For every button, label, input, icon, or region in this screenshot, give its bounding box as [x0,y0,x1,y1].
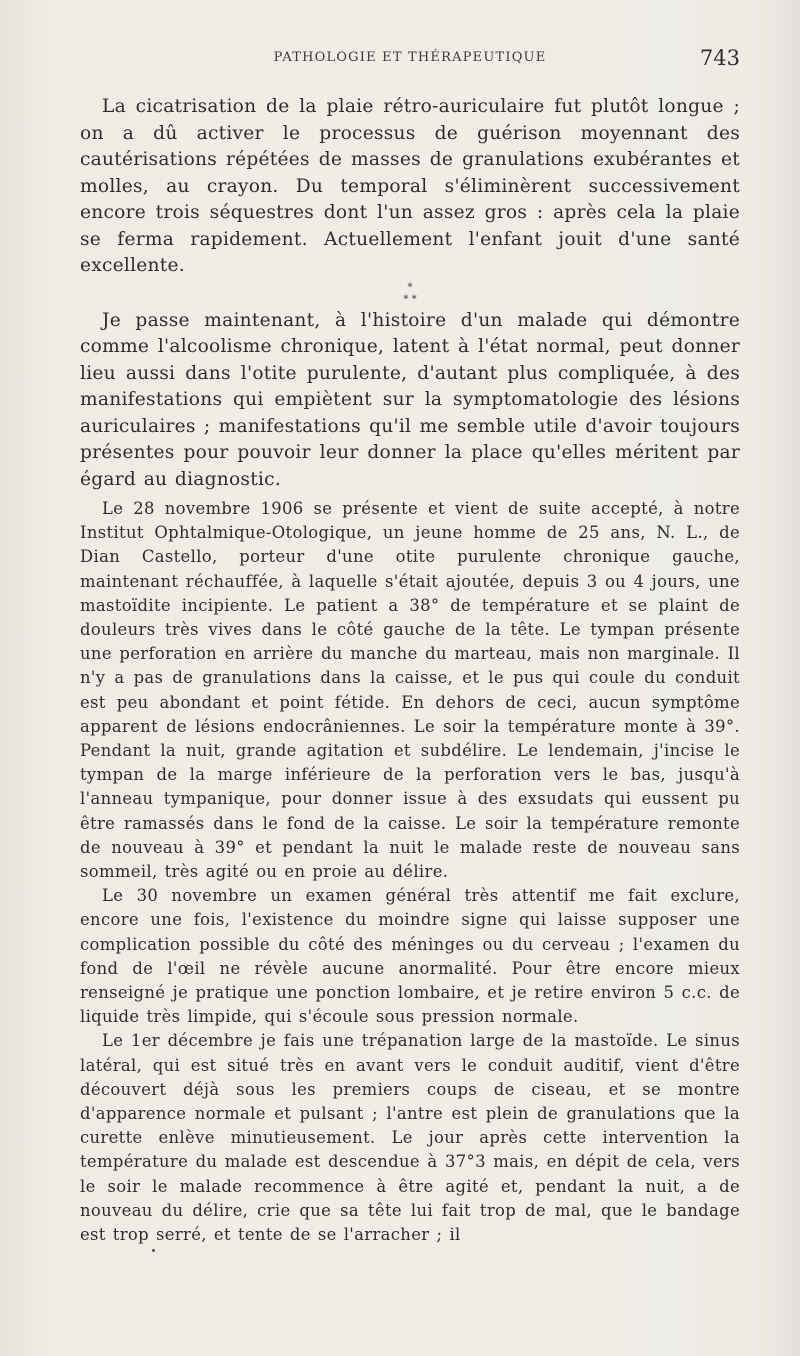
running-head [80,46,740,76]
separator-star-top: * [407,281,413,293]
running-title: PATHOLOGIE ET THÉRAPEUTIQUE [273,50,547,65]
paragraph-2: Je passe maintenant, à l'histoire d'un malade qui démontre comme l'alcoolisme chronique, latent à l'état normal, peut donner lieu aussi dans l'otite purulente, d'autant plus compliquée, à des manifestations qui empiètent sur la symptomatologie des lésions auriculaires ; manifestations qu'il me semble utile d'avoir toujours présentes pour pouvoir leur donner la place qu'elles méritent par égard au diagnostic. [80,309,740,490]
separator-stars-bottom: * * [403,293,417,305]
print-speck [152,1249,155,1252]
paragraph-4: Le 30 novembre un examen général très attentif me fait exclure, encore une fois, l'existence du moindre signe qui laisse supposer une complication possible du côté des méninges ou du cerveau ; l'examen du fond de l'œil ne révèle aucune anormalité. Pour être encore mieux renseigné je pratique une ponction lombaire, et je retire environ 5 c.c. de liquide très limpide, qui s'écoule sous pression normale. [80,886,740,1027]
section-separator [80,280,740,308]
paragraph-1: La cicatrisation de la plaie rétro-auriculaire fut plutôt longue ; on a dû activer le processus de guérison moyennant des cautérisations répétées de masses de granulations exubérantes et molles, au crayon. Du temporal s'éliminèrent successivement encore trois séquestres dont l'un assez gros : après cela la plaie se ferma rapidement. Actuellement l'enfant jouit d'une santé excellente. [80,96,740,276]
page-number: 743 [699,46,740,70]
text-block [80,94,740,1247]
paragraph-5: Le 1er décembre je fais une trépanation large de la mastoïde. Le sinus latéral, qui est situé très en avant vers le conduit auditif, vient d'être découvert déjà sous les premiers coups de ciseau, et se montre d'apparence normale et pulsant ; l'antre est plein de granulations que la curette enlève minutieusement. Le jour après cette intervention la température du malade est descendue à 37°3 mais, en dépit de cela, vers le soir le malade recommence à être agité et, pendant la nuit, a de nouveau du délire, crie que sa tête lui fait trop de mal, que le bandage est trop serré, et tente de se l'arracher ; il [80,1031,740,1245]
paragraph-3: Le 28 novembre 1906 se présente et vient de suite accepté, à notre Institut Ophtalmique-Otologique, un jeune homme de 25 ans, N. L., de Dian Castello, porteur d'une otite purulente chronique gauche, maintenant réchauffée, à laquelle s'était ajoutée, depuis 3 ou 4 jours, une mastoïdite incipiente. Le patient a 38° de température et se plaint de douleurs très vives dans le côté gauche de la tête. Le tympan présente une perforation en arrière du manche du marteau, mais non marginale. Il n'y a pas de granulations dans la caisse, et le pus qui coule du conduit est peu abondant et point fétide. En dehors de ceci, aucun symptôme apparent de lésions endocrâniennes. Le soir la température monte à 39°. Pendant la nuit, grande agitation et subdélire. Le lendemain, j'incise le tympan de la marge inférieure de la perforation vers le bas, jusqu'à l'anneau tympanique, pour donner issue à des exsudats qui eussent pu être ramassés dans le fond de la caisse. Le soir la température remonte de nouveau à 39° et pendant la nuit le malade reste de nouveau sans sommeil, très agité ou en proie au délire. [80,499,740,882]
